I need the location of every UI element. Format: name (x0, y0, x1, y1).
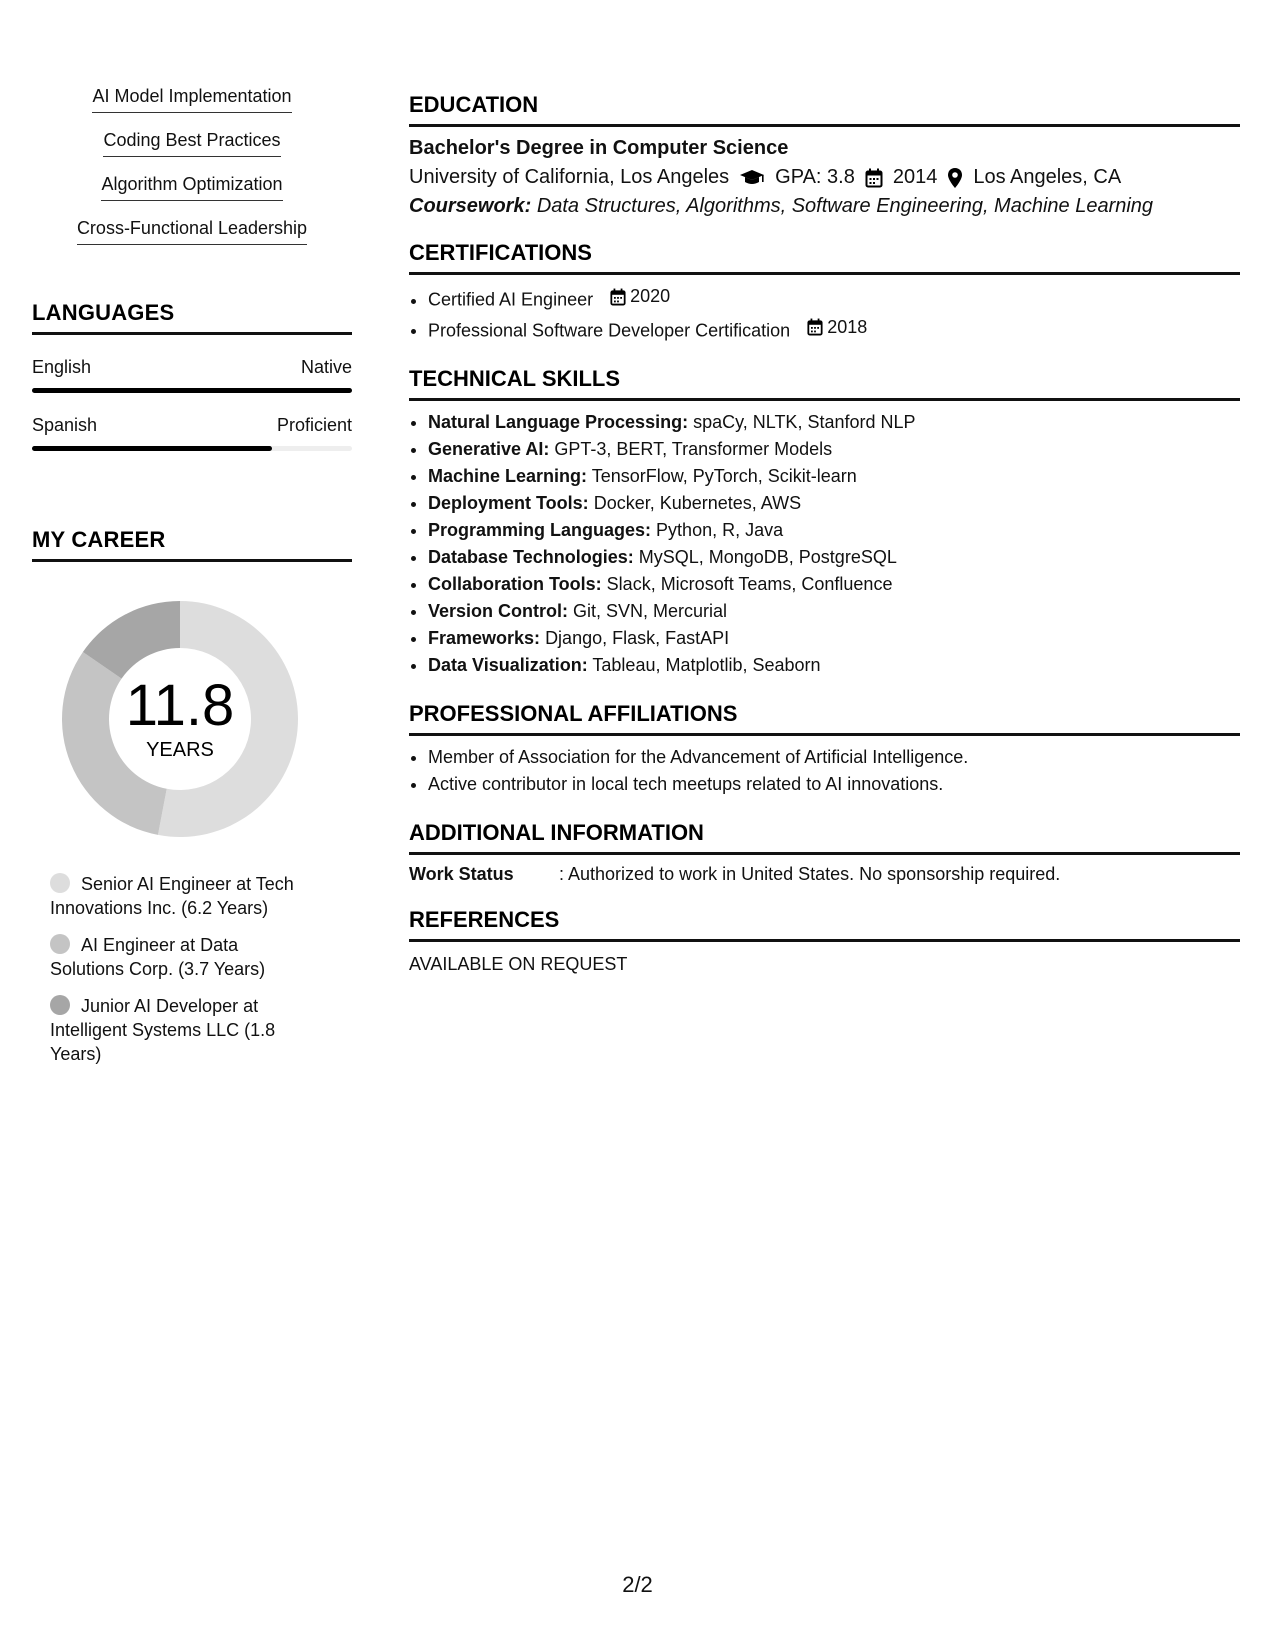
technical-skills-heading: TECHNICAL SKILLS (409, 366, 1240, 401)
legend-dot-icon (50, 995, 70, 1015)
skill-values: Git, SVN, Mercurial (573, 601, 728, 621)
certification-item (428, 314, 1240, 345)
certification-name: Professional Software Developer Certification (428, 320, 791, 340)
language-item (32, 357, 352, 393)
career-job-label: AI Engineer at Data Solutions Corp. (3.7 Years) (50, 935, 266, 979)
career-legend (50, 872, 310, 1066)
technical-skill-item (428, 544, 1240, 571)
skill-tag: Coding Best Practices (103, 130, 280, 157)
certifications-heading: CERTIFICATIONS (409, 240, 1240, 275)
map-pin-icon (947, 167, 963, 189)
skill-values: Tableau, Matplotlib, Seaborn (592, 655, 821, 675)
education-school: University of California, Los Angeles (409, 166, 730, 188)
career-total-unit: YEARS (146, 738, 214, 761)
language-name: Spanish (32, 415, 98, 435)
skill-category: Frameworks: (428, 628, 541, 648)
language-name: English (32, 357, 92, 377)
skill-tag: Cross-Functional Leadership (77, 218, 307, 245)
skill-values: MySQL, MongoDB, PostgreSQL (638, 547, 897, 567)
skill-category: Natural Language Processing: (428, 412, 689, 432)
left-column (32, 86, 352, 1079)
technical-skill-item (428, 409, 1240, 436)
education-meta (409, 166, 1240, 189)
language-level: Native (300, 357, 352, 377)
affiliation-item: • Active contributor in local tech meetups related to AI innovations. (428, 771, 1240, 798)
references-text: AVAILABLE ON REQUEST (409, 954, 628, 974)
career-legend-item (50, 994, 310, 1066)
career-donut-chart (55, 594, 305, 844)
skill-values: Docker, Kubernetes, AWS (593, 493, 802, 513)
language-item (32, 415, 352, 451)
calendar-icon (807, 318, 823, 336)
technical-skill-item (428, 571, 1240, 598)
technical-skill-item (428, 598, 1240, 625)
skill-values: GPT-3, BERT, Transformer Models (554, 439, 833, 459)
education-gpa: GPA: 3.8 (775, 166, 855, 188)
calendar-icon (610, 288, 626, 306)
technical-skill-item (428, 463, 1240, 490)
skill-category: Generative AI: (428, 439, 550, 459)
work-status-row (409, 864, 1240, 885)
skill-tag: AI Model Implementation (92, 86, 291, 113)
technical-skills-list (409, 409, 1240, 679)
skill-category: Collaboration Tools: (428, 574, 602, 594)
certifications-list (409, 283, 1240, 344)
career-heading: MY CAREER (32, 527, 352, 562)
education-coursework (409, 195, 1240, 218)
legend-dot-icon (50, 873, 70, 893)
skill-values: Python, R, Java (656, 520, 784, 540)
language-bar (32, 388, 352, 393)
skill-values: TensorFlow, PyTorch, Scikit-learn (591, 466, 857, 486)
calendar-icon (865, 168, 883, 188)
career-job-label: Junior AI Developer at Intelligent Systems LLC (1.8 Years) (50, 996, 276, 1064)
language-bar (32, 446, 352, 451)
technical-skill-item (428, 517, 1240, 544)
education-heading: EDUCATION (409, 92, 1240, 127)
graduation-cap-icon (739, 168, 765, 188)
technical-skill-item (428, 436, 1240, 463)
languages-heading: LANGUAGES (32, 300, 352, 335)
education-degree: Bachelor's Degree in Computer Science (409, 137, 789, 159)
career-legend-item (50, 872, 310, 920)
certification-year: 2018 (827, 316, 868, 337)
skill-values: Slack, Microsoft Teams, Confluence (606, 574, 893, 594)
technical-skill-item (428, 625, 1240, 652)
affiliation-item: • Member of Association for the Advancement of Artificial Intelligence. (428, 744, 1240, 771)
education-year: 2014 (892, 166, 938, 188)
career-total-years: 11.8 (125, 672, 235, 738)
skill-category: Database Technologies: (428, 547, 634, 567)
certification-year: 2020 (630, 286, 671, 306)
skill-category: Programming Languages: (428, 520, 652, 540)
work-status-value: : Authorized to work in United States. No sponsorship required. (559, 864, 1061, 884)
certification-name: Certified AI Engineer (428, 289, 594, 310)
affiliations-list (409, 744, 1240, 798)
skill-category: Machine Learning: (428, 466, 588, 486)
skill-values: Django, Flask, FastAPI (545, 628, 730, 648)
references-heading: REFERENCES (409, 907, 1240, 942)
skill-category: Data Visualization: (428, 655, 588, 675)
skill-values: spaCy, NLTK, Stanford NLP (693, 412, 916, 432)
skill-tag: Algorithm Optimization (101, 174, 282, 201)
technical-skill-item (428, 652, 1240, 679)
additional-info-heading: ADDITIONAL INFORMATION (409, 820, 1240, 855)
page-number: 2/2 (622, 1572, 653, 1597)
certification-item (428, 283, 1240, 314)
work-status-label: Work Status (409, 864, 514, 884)
language-level: Proficient (276, 415, 352, 435)
coursework-list: Data Structures, Algorithms, Software Engineering, Machine Learning (536, 195, 1154, 217)
skill-tags (32, 86, 352, 262)
career-job-label: Senior AI Engineer at Tech Innovations Inc. (6.2 Years) (50, 874, 294, 918)
career-legend-item (50, 933, 310, 981)
skill-category: Deployment Tools: (428, 493, 589, 513)
legend-dot-icon (50, 934, 70, 954)
right-column (409, 92, 1240, 975)
education-location: Los Angeles, CA (973, 166, 1122, 188)
language-bar-fill (32, 446, 272, 451)
affiliations-heading: PROFESSIONAL AFFILIATIONS (409, 701, 1240, 736)
coursework-label: Coursework: (409, 195, 532, 217)
skill-category: Version Control: (428, 601, 569, 621)
technical-skill-item (428, 490, 1240, 517)
language-bar-fill (32, 388, 352, 393)
